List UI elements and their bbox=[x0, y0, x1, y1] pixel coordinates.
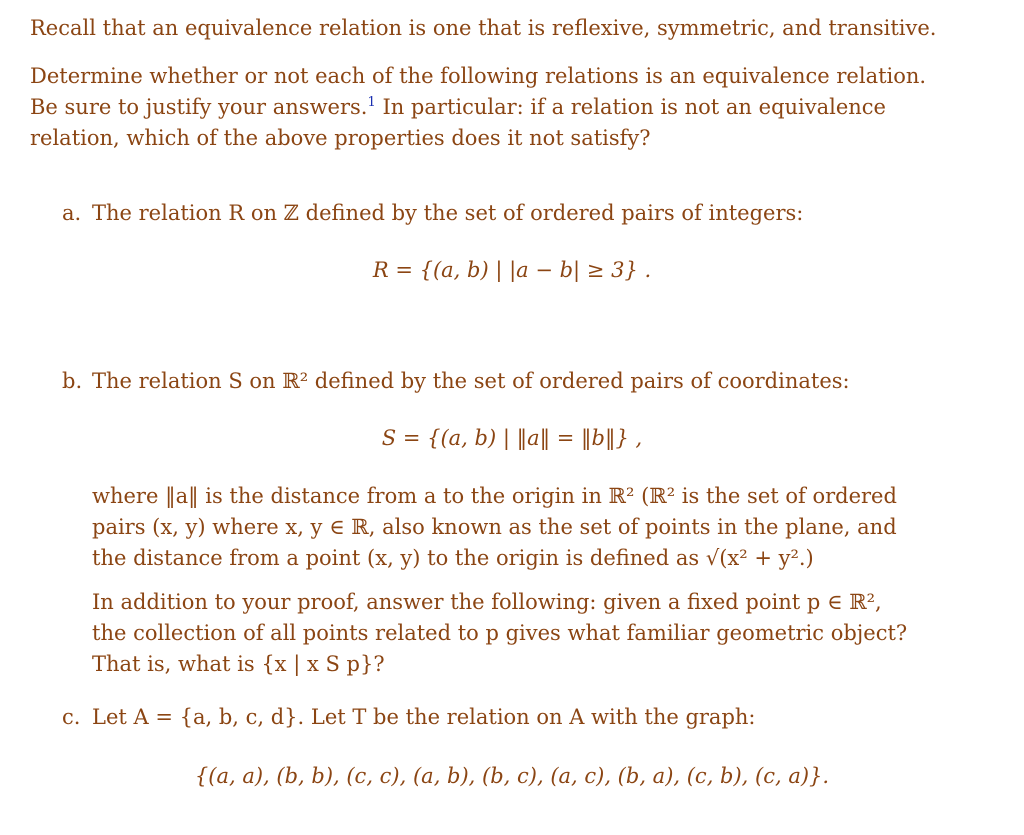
part-b-where-line-3: the distance from a point (x, y) to the origin is defined as √(x² + y².) bbox=[92, 546, 814, 570]
part-b-formula: S = {(a, b) | ‖a‖ = ‖b‖} , bbox=[381, 426, 643, 450]
part-a-marker: a. bbox=[62, 201, 82, 225]
part-b-where-line-2: pairs (x, y) where x, y ∈ ℝ, also known as the set of points in the plane, and bbox=[92, 515, 897, 539]
part-c-text: Let A = {a, b, c, d}. Let T be the relation on A with the graph: bbox=[92, 705, 756, 729]
part-a-text: The relation R on ℤ defined by the set of ordered pairs of integers: bbox=[92, 201, 804, 225]
part-b-marker: b. bbox=[62, 369, 83, 393]
intro-paragraph-line-2-post: In particular: if a relation is not an equivalence bbox=[375, 95, 886, 119]
intro-paragraph-line-1: Determine whether or not each of the following relations is an equivalence relation. bbox=[30, 64, 927, 88]
intro-paragraph-line-2-pre: Be sure to justify your answers. bbox=[30, 95, 368, 119]
intro-paragraph-line-2 bbox=[30, 93, 886, 121]
part-c-formula: {(a, a), (b, b), (c, c), (a, b), (b, c), (a, c), (b, a), (c, b), (c, a)}. bbox=[194, 764, 830, 788]
intro-line-1: Recall that an equivalence relation is one that is reflexive, symmetric, and transitive. bbox=[30, 16, 937, 40]
part-b-addition-line-3: That is, what is {x | x S p}? bbox=[92, 652, 385, 676]
part-b-addition-line-2: the collection of all points related to p gives what familiar geometric object? bbox=[92, 621, 908, 645]
part-a-formula: R = {(a, b) | |a − b| ≥ 3} . bbox=[372, 258, 652, 282]
part-c-marker: c. bbox=[62, 705, 81, 729]
part-b-where-line-1: where ‖a‖ is the distance from a to the origin in ℝ² (ℝ² is the set of ordered bbox=[92, 484, 897, 508]
intro-paragraph-line-3: relation, which of the above properties does it not satisfy? bbox=[30, 126, 651, 150]
part-b-addition-line-1: In addition to your proof, answer the following: given a fixed point p ∈ ℝ², bbox=[92, 590, 882, 614]
part-b-text: The relation S on ℝ² defined by the set of ordered pairs of coordinates: bbox=[92, 369, 850, 393]
footnote-marker[interactable]: 1 bbox=[367, 95, 376, 110]
